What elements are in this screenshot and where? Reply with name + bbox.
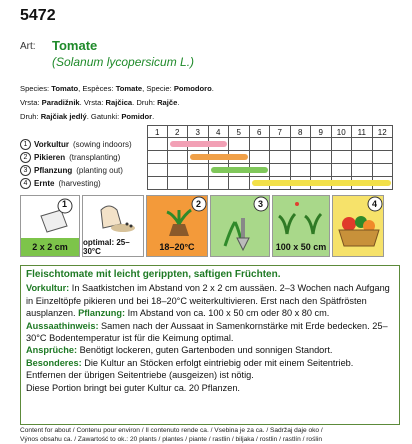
calendar-cell xyxy=(311,151,332,164)
calendar-row xyxy=(147,164,393,177)
species-name: Tomato xyxy=(51,84,79,93)
calendar-cell xyxy=(229,177,250,190)
species-line xyxy=(20,96,400,110)
step-badge-1: 1 xyxy=(62,199,68,209)
calendar-bar xyxy=(190,154,248,160)
footer-line-2: Výnos obsahu ca. / Zawartość to ok.: 20 plants / plantes / piante / rastlin / biljaka / rostlin / rastlín / roślin xyxy=(20,436,322,443)
calendar-bar xyxy=(252,180,392,186)
calendar-cell xyxy=(291,138,312,151)
species-label: Vrsta: xyxy=(20,98,42,107)
calendar-row-labels xyxy=(20,125,145,190)
content-footer xyxy=(20,426,405,444)
calendar-cell xyxy=(373,151,394,164)
vorkultur-text: In Saatkistchen im Abstand von 2 x 2 cm aussäen. 2–3 Wochen nach Aufgang in Einzeltöpfe pikieren und bei 18–20°C weiterkultivieren. Erst nach den Spätfrösten ausplanzen. xyxy=(26,283,390,319)
calendar-row-label xyxy=(20,151,145,164)
art-label: Art: xyxy=(20,41,36,52)
calendar-cell xyxy=(332,138,353,151)
month-header: 9 xyxy=(311,125,332,138)
transplant-temp-caption: 18–20°C xyxy=(147,238,207,256)
step-number-icon: 4 xyxy=(20,178,31,189)
calendar-cell xyxy=(188,164,209,177)
aussaat-label: Aussaathinweis: xyxy=(26,320,99,331)
step-translation: (transplanting) xyxy=(69,153,121,162)
calendar-cell xyxy=(270,138,291,151)
calendar-cell xyxy=(291,164,312,177)
species-label: . xyxy=(177,98,180,107)
transplanting-panel xyxy=(146,195,208,257)
germination-temp-caption: optimal: 25–30°C xyxy=(83,238,130,256)
month-header: 3 xyxy=(188,125,209,138)
calendar-cell xyxy=(352,138,373,151)
month-header: 8 xyxy=(291,125,312,138)
species-line xyxy=(20,82,400,96)
calendar-cell xyxy=(229,138,250,151)
calendar-cell xyxy=(188,177,209,190)
species-label: . xyxy=(152,112,155,121)
calendar-cell xyxy=(250,138,271,151)
plant-name: Tomate xyxy=(52,38,98,53)
plant-spacing-icon xyxy=(273,196,329,240)
aussaat-text: Samen nach der Aussaat in Samenkornstärke mit Erde bedecken. 25–30°C Bodentemperatur ist für die Keimung optimal. xyxy=(26,320,388,344)
step-badge-4: 4 xyxy=(372,199,378,209)
species-name: Rajčica xyxy=(105,98,133,107)
latin-name: (Solanum lycopersicum L.) xyxy=(52,55,195,69)
pflanzung-label: Pflanzung: xyxy=(78,308,126,319)
calendar-cell xyxy=(168,151,189,164)
besonderes-text: Die Kultur an Stöcken erfolgt eintriebig oder mit einem Seitentrieb. Entfernen der übrigen Seitentriebe (ausgeizen) ist nötig. xyxy=(26,357,354,381)
calendar-cell xyxy=(147,138,168,151)
description-headline: Fleischtomate mit leicht gerippten, saftigen Früchten. xyxy=(26,269,281,280)
calendar-cell xyxy=(209,177,230,190)
vorkultur-label: Vorkultur: xyxy=(26,283,70,294)
ansprueche-paragraph xyxy=(26,344,394,356)
month-header: 2 xyxy=(168,125,189,138)
month-header: 5 xyxy=(229,125,250,138)
calendar-cell xyxy=(168,177,189,190)
calendar-cell xyxy=(291,151,312,164)
calendar-row-label xyxy=(20,138,145,151)
calendar-cell xyxy=(311,138,332,151)
step-name: Pikieren xyxy=(34,153,66,162)
species-name: Pomidor xyxy=(121,112,153,121)
calendar-cell xyxy=(311,164,332,177)
species-name: Tomate xyxy=(115,84,143,93)
footer-line-1: Content for about / Contenu pour environ / Il contenuto rende ca. / Vsebina je za ca. / Sadržaj daje oko / xyxy=(20,427,323,434)
ansprueche-text: Benötigt lockeren, guten Gartenboden und sonnigen Standort. xyxy=(77,345,333,356)
portion-text: Diese Portion bringt bei guter Kultur ca. 20 Pflanzen. xyxy=(26,382,240,393)
germination-panel xyxy=(82,195,144,257)
calendar-row xyxy=(147,151,393,164)
species-label: . xyxy=(211,84,214,93)
sowing-indoors-icon xyxy=(21,196,79,240)
species-line xyxy=(20,110,400,124)
calendar-cell xyxy=(168,164,189,177)
step-badge-2: 2 xyxy=(196,199,202,209)
month-header: 6 xyxy=(250,125,271,138)
calendar-cell xyxy=(147,151,168,164)
pflanzung-text: Im Abstand von ca. 100 x 50 cm oder 80 x 80 cm. xyxy=(125,308,330,319)
step-translation: (harvesting) xyxy=(58,179,101,188)
harvest-panel xyxy=(332,195,384,257)
species-name: Rajčiak jedlý xyxy=(40,112,87,121)
step-translation: (sowing indoors) xyxy=(72,140,132,149)
calendar-cell xyxy=(147,164,168,177)
calendar-bar xyxy=(170,141,228,147)
besonderes-label: Besonderes: xyxy=(26,357,82,368)
besonderes-paragraph xyxy=(26,357,394,382)
species-name: Pomodoro xyxy=(173,84,212,93)
species-name: Paradižnik xyxy=(41,98,80,107)
step-number-icon: 2 xyxy=(20,152,31,163)
optimal-temperature-icon xyxy=(83,196,143,240)
plant-spacing-caption: 100 x 50 cm xyxy=(273,238,329,256)
calendar-cell xyxy=(352,151,373,164)
month-header: 12 xyxy=(373,125,394,138)
sowing-calendar xyxy=(147,125,393,190)
step-translation: (planting out) xyxy=(76,166,123,175)
sowing-spacing-caption: 2 x 2 cm xyxy=(21,238,79,256)
species-label: Druh: xyxy=(20,112,41,121)
month-header: 1 xyxy=(147,125,168,138)
species-label: . Druh: xyxy=(132,98,158,107)
step-badge-3: 3 xyxy=(258,199,264,209)
species-label: Species: xyxy=(20,84,52,93)
product-code: 5472 xyxy=(20,7,56,24)
calendar-row xyxy=(147,138,393,151)
month-header: 10 xyxy=(332,125,353,138)
calendar-cell xyxy=(147,177,168,190)
calendar-cell xyxy=(373,164,394,177)
calendar-cell xyxy=(270,164,291,177)
species-label: , Espèces: xyxy=(78,84,116,93)
plant-spacing-panel xyxy=(272,195,330,257)
vorkultur-paragraph xyxy=(26,282,394,344)
calendar-row-label xyxy=(20,177,145,190)
species-name: Rajče xyxy=(157,98,178,107)
calendar-row-label xyxy=(20,164,145,177)
calendar-cell xyxy=(332,164,353,177)
month-header: 11 xyxy=(352,125,373,138)
ansprueche-label: Ansprüche: xyxy=(26,345,78,356)
icon-strip xyxy=(20,195,382,257)
month-header: 7 xyxy=(270,125,291,138)
calendar-cell xyxy=(250,151,271,164)
step-number-icon: 3 xyxy=(20,165,31,176)
step-name: Vorkultur xyxy=(34,140,69,149)
planting-out-panel xyxy=(210,195,270,257)
sowing-indoors-panel xyxy=(20,195,80,257)
step-name: Ernte xyxy=(34,179,55,188)
calendar-cell xyxy=(332,151,353,164)
step-number-icon: 1 xyxy=(20,139,31,150)
species-label: , Specie: xyxy=(142,84,174,93)
step-name: Pflanzung xyxy=(34,166,73,175)
cultivation-description xyxy=(20,265,400,425)
species-label: . Gatunki: xyxy=(86,112,122,121)
calendar-cell xyxy=(373,138,394,151)
calendar-cell xyxy=(352,164,373,177)
calendar-cell xyxy=(270,151,291,164)
calendar-bar xyxy=(211,167,269,173)
species-translations xyxy=(20,82,400,124)
species-label: . Vrsta: xyxy=(79,98,106,107)
month-header: 4 xyxy=(209,125,230,138)
calendar-row xyxy=(147,177,393,190)
